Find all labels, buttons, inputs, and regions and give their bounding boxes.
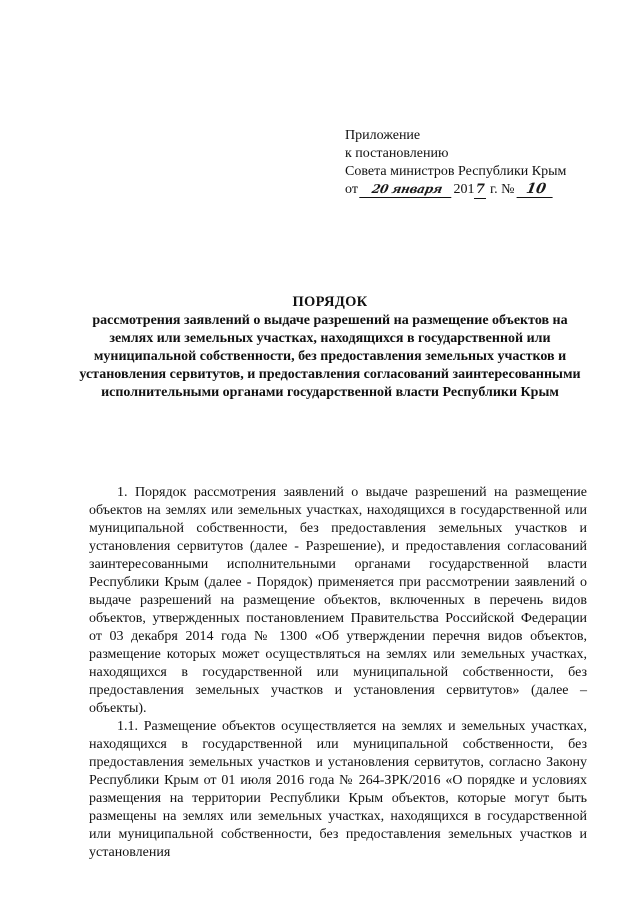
- year-prefix: 201: [453, 182, 475, 197]
- appendix-line-3: Совета министров Республики Крым: [345, 164, 567, 179]
- appendix-line-2: к постановлению: [345, 146, 449, 161]
- handwritten-date: 20 января: [360, 181, 456, 198]
- document-body: [89, 484, 587, 862]
- document-title: ПОРЯДОК: [292, 294, 368, 310]
- paragraph-1: 1. Порядок рассмотрения заявлений о выдаче разрешений на размещение объектов на землях или земельных участках, находящихся в государственной или муниципальной собственности, без предоставления земельных участков и установления сервитутов (далее - Разрешение), и предоставления согласований заинтересованными исполнительными органами государственной власти Республики Крым (далее - Порядок) применяется при рассмотрении заявлений о выдаче разрешений на размещение объектов, включенных в перечень видов объектов, утвержденных постановлением Правительства Российской Федерации от 03 декабря 2014 года № 1300 «Об утверждении перечня видов объектов, размещение которых может осуществляться на землях или земельных участках, находящихся в государственной или муниципальной собственности, без предоставления земельных участков и установления сервитутов» (далее – объекты).: [89, 485, 587, 716]
- document-subtitle: рассмотрения заявлений о выдаче разрешений на размещение объектов на землях или земельных участках, находящихся в государственной или муниципальной собственности, без предоставления земельных участков и установления сервитутов, и предоставления согласований заинтересованными исполнительными органами государственной власти Республики Крым: [79, 313, 581, 400]
- handwritten-decree-number: 10: [516, 181, 555, 198]
- appendix-line-1: Приложение: [345, 128, 421, 143]
- decree-date-line: [345, 181, 595, 199]
- paragraph-1-1: 1.1. Размещение объектов осуществляется на землях и земельных участках, находящихся в государственной или муниципальной собственности, без предоставления земельных участков и установления сервитутов, согласно Закону Республики Крым от 01 июля 2016 года № 264-ЗРК/2016 «О порядке и условиях размещения на территории Республики Крым объектов, которые могут быть размещены на землях или земельных участках, находящихся в государственной или муниципальной собственности, без предоставления земельных участков и установления: [89, 719, 587, 860]
- handwritten-year-digit: 7: [475, 182, 485, 197]
- document-title-block: [70, 293, 590, 402]
- year-suffix: г.: [486, 182, 498, 197]
- number-sign: №: [501, 182, 515, 197]
- appendix-block: [345, 127, 595, 199]
- date-prefix: от: [345, 182, 358, 197]
